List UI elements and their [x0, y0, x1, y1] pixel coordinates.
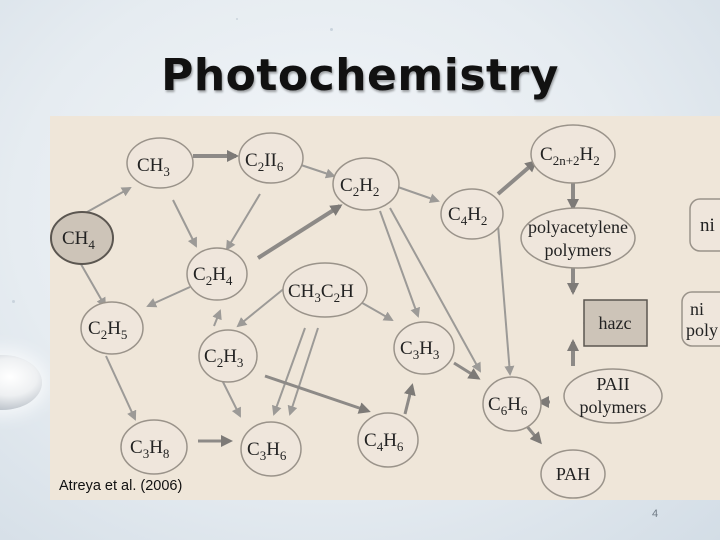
arrow	[214, 311, 220, 326]
arrow	[227, 194, 260, 249]
svg-text:C2H2: $C_2H_2$	[340, 175, 380, 199]
svg-text:CH3C2H: $CH_3C_2H$	[288, 281, 354, 305]
svg-text:C6H6: $C_6H_6$	[488, 394, 528, 418]
node-ch3	[127, 138, 193, 188]
svg-text:polymers: polymers	[544, 240, 612, 260]
node-subscript: 3	[163, 164, 170, 179]
node-ni-top	[690, 199, 720, 251]
arrow	[106, 356, 135, 419]
node-ch4	[51, 212, 113, 264]
arrow	[173, 200, 196, 246]
node-c2h5	[81, 302, 143, 354]
svg-text:ni: ni	[690, 299, 705, 319]
node-c4h6	[358, 413, 418, 467]
reaction-diagram	[50, 116, 720, 500]
node-pah	[541, 450, 605, 498]
node-c2h4	[187, 248, 247, 300]
arrow	[395, 186, 438, 201]
node-haze	[584, 300, 647, 346]
svg-text:CH4: $CH_4$	[62, 228, 95, 252]
node-c2h3	[199, 330, 257, 382]
arrow	[258, 206, 340, 258]
node-c3h3	[394, 322, 454, 374]
node-c2h2	[333, 158, 399, 210]
node-c6h6	[483, 377, 541, 431]
svg-text:C2H4: $C_2H_4$	[193, 264, 233, 288]
svg-text:C2H5: $C_2H_5$	[88, 318, 128, 342]
node-c2n2h2	[531, 125, 615, 183]
page-number: 4	[652, 508, 659, 520]
svg-text:PAII: PAII	[596, 374, 630, 394]
node-ch3c2h	[283, 263, 367, 317]
arrow	[238, 287, 286, 326]
star-dot	[330, 28, 333, 31]
arrow	[405, 386, 412, 414]
svg-text:C3H6: $C_3H_6$	[247, 439, 287, 463]
citation: Atreya et al. (2006)	[59, 478, 183, 494]
svg-text:C4H2: $C_4H_2$	[448, 204, 488, 228]
star-dot	[12, 300, 15, 303]
svg-text:C3H8: $C_3H_8$	[130, 437, 170, 461]
arrow	[454, 363, 478, 378]
node-c2h6	[239, 133, 303, 183]
node-pah-polymers	[564, 369, 662, 423]
arrow	[301, 165, 334, 176]
svg-text:polymers: polymers	[579, 397, 647, 417]
svg-text:polyacetylene: polyacetylene	[528, 217, 628, 237]
svg-text:C2H3: $C_2H_3$	[204, 346, 244, 370]
slide-title: Photochemistry	[161, 50, 559, 101]
svg-text:C2n+2H2: $C_{2n+2}H_2$	[540, 144, 600, 168]
arrow	[290, 328, 318, 414]
node-c3h8	[121, 420, 187, 474]
svg-text:hazc: hazc	[598, 313, 632, 333]
svg-text:C4H6: $C_4H_6$	[364, 430, 404, 454]
arrow	[148, 287, 190, 306]
arrow	[498, 162, 535, 194]
node-c3h6	[241, 422, 301, 476]
arrow	[78, 259, 105, 306]
svg-text:PAH: PAH	[555, 464, 591, 484]
node-label: CH	[137, 155, 164, 176]
arrow	[274, 328, 305, 414]
node-ni-poly	[682, 292, 720, 346]
svg-text:ni: ni	[700, 215, 715, 236]
svg-text:C2II6: $C_2II_6$	[245, 150, 284, 174]
node-c4h2	[441, 189, 503, 239]
reaction-diagram-svg	[50, 116, 720, 500]
star-dot	[236, 18, 238, 20]
svg-text:poly: poly	[686, 320, 719, 340]
arrow	[380, 211, 418, 316]
planet-decoration	[0, 355, 42, 410]
svg-text:C3H3: $C_3H_3$	[400, 338, 440, 362]
node-polyacetylene-polymers	[521, 208, 635, 268]
